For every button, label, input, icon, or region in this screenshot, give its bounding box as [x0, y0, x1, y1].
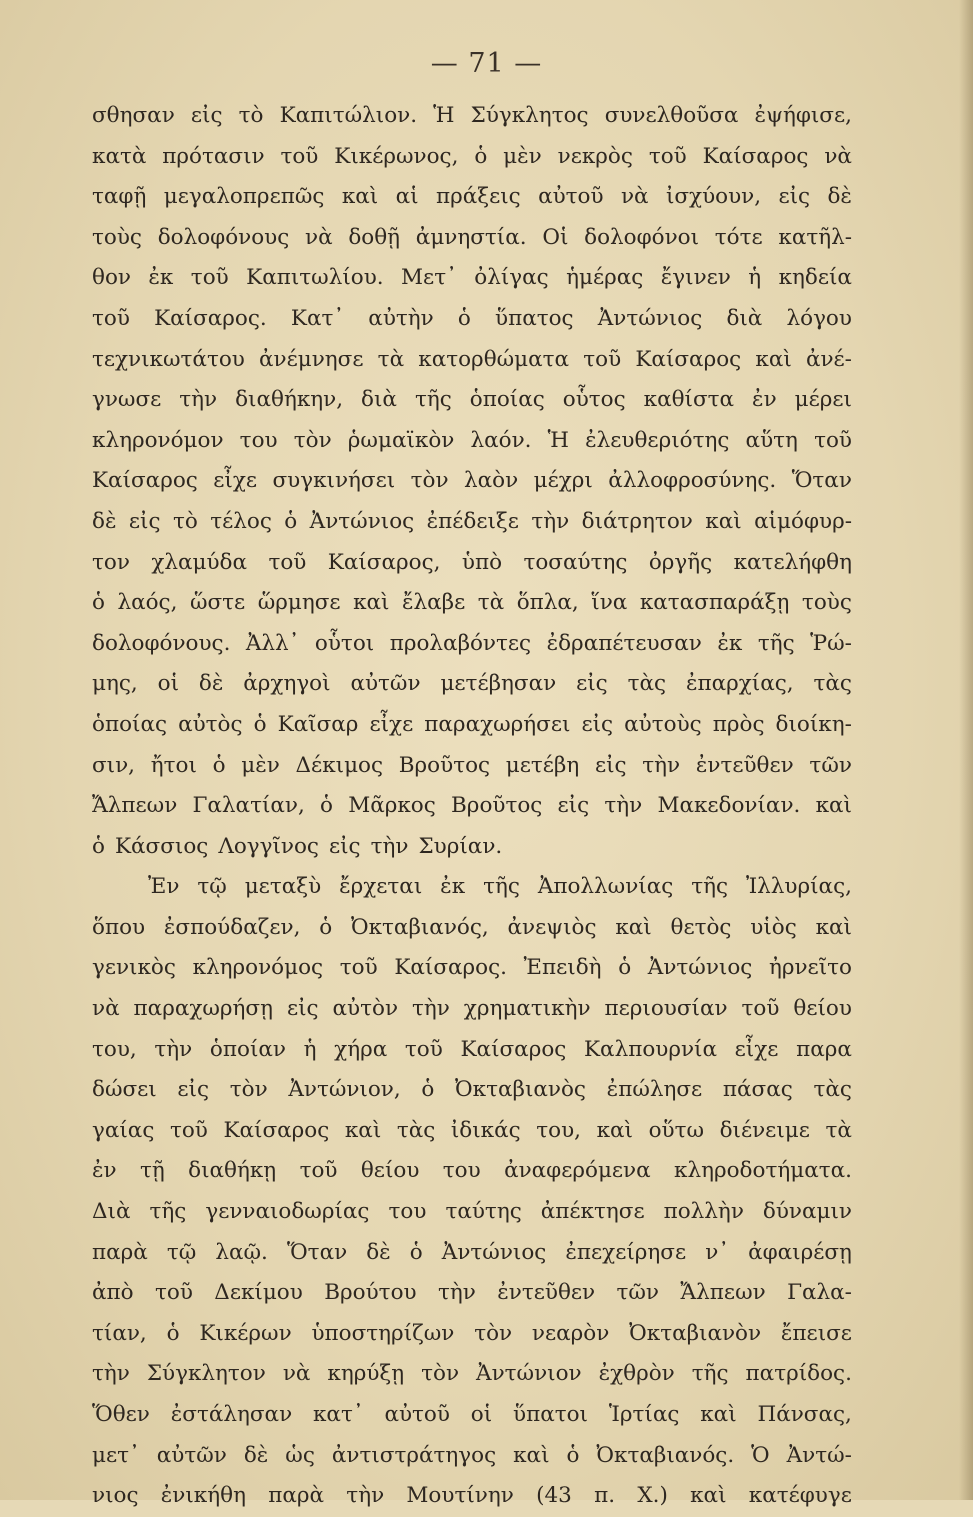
text-line: του, τὴν ὁποίαν ἡ χήρα τοῦ Καίσαρος Καλπουρνία εἶχε παρα	[92, 1036, 852, 1062]
text-line: γενικὸς κληρονόμος τοῦ Καίσαρος. Ἐπειδὴ ὁ Ἀντώνιος ἠρνεῖτο	[92, 955, 852, 981]
text-line: Ἄλπεων Γαλατίαν, ὁ Μᾶρκος Βροῦτος εἰς τὴν Μακεδονίαν. καὶ	[92, 793, 852, 819]
text-line: μης, οἱ δὲ ἀρχηγοὶ αὐτῶν μετέβησαν εἰς τὰς ἐπαρχίας, τὰς	[92, 671, 852, 697]
text-line: ὁποίας αὐτὸς ὁ Καῖσαρ εἶχε παραχωρήσει εἰς αὐτοὺς πρὸς διοίκη-	[92, 711, 852, 737]
text-line: κληρονόμον του τὸν ῥωμαϊκὸν λαόν. Ἡ ἐλευθεριότης αὕτη τοῦ	[92, 427, 852, 453]
text-line: δώσει εἰς τὸν Ἀντώνιον, ὁ Ὀκταβιανὸς ἐπώλησε πάσας τὰς	[92, 1077, 852, 1103]
text-line: γαίας τοῦ Καίσαρος καὶ τὰς ἰδικάς του, καὶ οὕτω διένειμε τὰ	[92, 1117, 852, 1143]
text-line: θον ἐκ τοῦ Καπιτωλίου. Μετ᾽ ὀλίγας ἡμέρας ἔγινεν ἡ κηδεία	[92, 265, 852, 291]
text-line: ὅπου ἐσπούδαζεν, ὁ Ὀκταβιανός, ἀνεψιὸς καὶ θετὸς υἱὸς καὶ	[92, 914, 852, 940]
text-line: μετ᾽ αὐτῶν δὲ ὡς ἀντιστράτηγος καὶ ὁ Ὀκταβιανός. Ὁ Ἀντώ-	[92, 1442, 852, 1468]
text-line: Διὰ τῆς γενναιοδωρίας του ταύτης ἀπέκτησε πολλὴν δύναμιν	[92, 1199, 852, 1225]
text-line: ἀπὸ τοῦ Δεκίμου Βρούτου τὴν ἐντεῦθεν τῶν Ἄλπεων Γαλα-	[92, 1280, 852, 1306]
text-line: ὁ λαός, ὥστε ὥρμησε καὶ ἔλαβε τὰ ὅπλα, ἵνα κατασπαράξῃ τοὺς	[92, 590, 852, 616]
page-edge-shadow	[959, 0, 973, 1500]
page-number: — 71 —	[430, 48, 543, 79]
body-text	[92, 96, 852, 1517]
text-line: τον χλαμύδα τοῦ Καίσαρος, ὑπὸ τοσαύτης ὀργῆς κατελήφθη	[92, 549, 852, 575]
text-line: παρὰ τῷ λαῷ. Ὅταν δὲ ὁ Ἀντώνιος ἐπεχείρησε ν᾽ ἀφαιρέσῃ	[92, 1239, 852, 1265]
text-line: τίαν, ὁ Κικέρων ὑποστηρίζων τὸν νεαρὸν Ὀκταβιανὸν ἔπεισε	[92, 1320, 852, 1346]
text-line: κατὰ πρότασιν τοῦ Κικέρωνος, ὁ μὲν νεκρὸς τοῦ Καίσαρος νὰ	[92, 143, 852, 169]
text-line: τοὺς δολοφόνους νὰ δοθῇ ἀμνηστία. Οἱ δολοφόνοι τότε κατῆλ-	[92, 224, 852, 250]
text-line: ἐν τῇ διαθήκῃ τοῦ θείου του ἀναφερόμενα κληροδοτήματα.	[92, 1158, 852, 1184]
text-line: ταφῇ μεγαλοπρεπῶς καὶ αἱ πράξεις αὐτοῦ νὰ ἰσχύουν, εἰς δὲ	[92, 184, 852, 210]
text-line: τὴν Σύγκλητον νὰ κηρύξῃ τὸν Ἀντώνιον ἐχθρὸν τῆς πατρίδος.	[92, 1361, 852, 1387]
text-line: δὲ εἰς τὸ τέλος ὁ Ἀντώνιος ἐπέδειξε τὴν διάτρητον καὶ αἱμόφυρ-	[92, 508, 852, 534]
text-line: τεχνικωτάτου ἀνέμνησε τὰ κατορθώματα τοῦ Καίσαρος καὶ ἀνέ-	[92, 346, 852, 372]
text-line: γνωσε τὴν διαθήκην, διὰ τῆς ὁποίας οὗτος καθίστα ἐν μέρει	[92, 387, 852, 413]
text-line: Ὅθεν ἐστάλησαν κατ᾽ αὐτοῦ οἱ ὕπατοι Ἱρτίας καὶ Πάνσας,	[92, 1402, 852, 1427]
text-line: ὁ Κάσσιος Λογγῖνος εἰς τὴν Συρίαν.	[92, 833, 503, 859]
text-line: Ἐν τῷ μεταξὺ ἔρχεται ἐκ τῆς Ἀπολλωνίας τῆς Ἰλλυρίας,	[148, 874, 852, 900]
text-line: δολοφόνους. Ἀλλ᾽ οὗτοι προλαβόντες ἐδραπέτευσαν ἐκ τῆς Ῥώ-	[92, 630, 852, 656]
text-line: νιος ἐνικήθη παρὰ τὴν Μουτίνην (43 π. Χ.) καὶ κατέφυγε	[92, 1483, 852, 1509]
text-line: σιν, ἤτοι ὁ μὲν Δέκιμος Βροῦτος μετέβη εἰς τὴν ἐντεῦθεν τῶν	[92, 752, 852, 778]
text-line: σθησαν εἰς τὸ Καπιτώλιον. Ἡ Σύγκλητος συνελθοῦσα ἐψήφισε,	[92, 103, 852, 128]
text-line: νὰ παραχωρήσῃ εἰς αὐτὸν τὴν χρηματικὴν περιουσίαν τοῦ θείου	[92, 996, 852, 1022]
text-line: τοῦ Καίσαρος. Κατ᾽ αὐτὴν ὁ ὕπατος Ἀντώνιος διὰ λόγου	[92, 305, 852, 331]
text-line: Καίσαρος εἶχε συγκινήσει τὸν λαὸν μέχρι ἀλλοφροσύνης. Ὅταν	[92, 468, 852, 494]
